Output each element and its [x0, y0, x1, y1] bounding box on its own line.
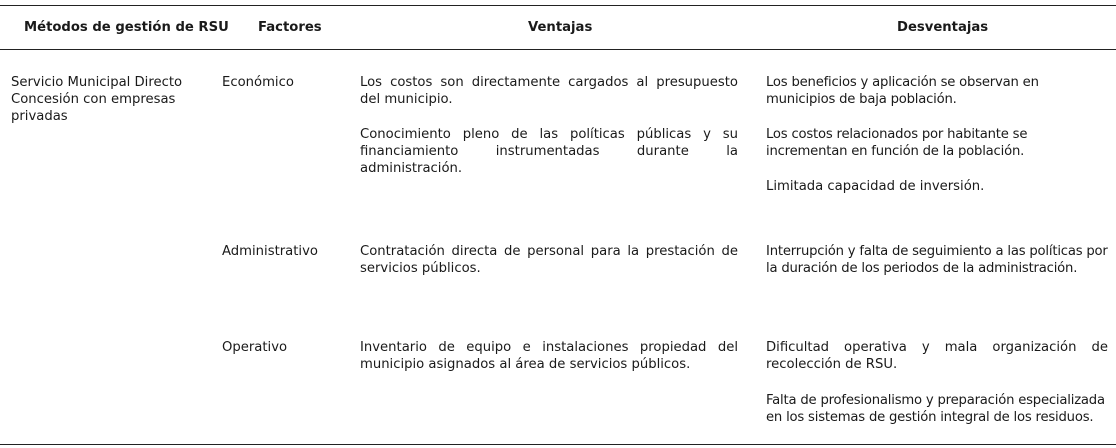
- table-bottom-rule: [0, 444, 1116, 445]
- method-line: privadas: [11, 109, 68, 124]
- table-header-rule: [0, 49, 1116, 50]
- advantage-text: Conocimiento pleno de las políticas públicas y su financiamiento instrumentadas durante la administración.: [360, 127, 738, 176]
- table-top-rule: [0, 5, 1116, 6]
- disadvantage-text: Los beneficios y aplicación se observan en municipios de baja población.: [766, 75, 1039, 107]
- disadvantage-text: Limitada capacidad de inversión.: [766, 179, 985, 194]
- header-disadvantages: Desventajas: [897, 20, 989, 35]
- advantage-text: Los costos son directamente cargados al presupuesto del municipio.: [360, 75, 738, 107]
- method-line: Servicio Municipal Directo: [11, 75, 183, 90]
- factor-administrativo: Administrativo: [222, 244, 318, 259]
- method-line: Concesión con empresas: [11, 92, 176, 107]
- method-cell: [11, 74, 201, 125]
- header-methods: Métodos de gestión de RSU: [24, 20, 229, 35]
- header-factors: Factores: [258, 20, 322, 35]
- disadvantage-text: Dificultad operativa y mala organización de recolección de RSU.: [766, 340, 1108, 372]
- disadvantage-text: Interrupción y falta de seguimiento a las políticas por la duración de los periodos de la administración.: [766, 244, 1108, 276]
- disadvantage-text: Falta de profesionalismo y preparación especializada en los sistemas de gestión integral de los residuos.: [766, 393, 1105, 425]
- advantage-text: Inventario de equipo e instalaciones propiedad del municipio asignados al área de servicios públicos.: [360, 340, 738, 372]
- disadvantage-text: Los costos relacionados por habitante se incrementan en función de la población.: [766, 127, 1028, 159]
- header-advantages: Ventajas: [528, 20, 593, 35]
- factor-economico: Económico: [222, 75, 294, 90]
- factor-operativo: Operativo: [222, 340, 288, 355]
- advantage-text: Contratación directa de personal para la prestación de servicios públicos.: [360, 244, 738, 276]
